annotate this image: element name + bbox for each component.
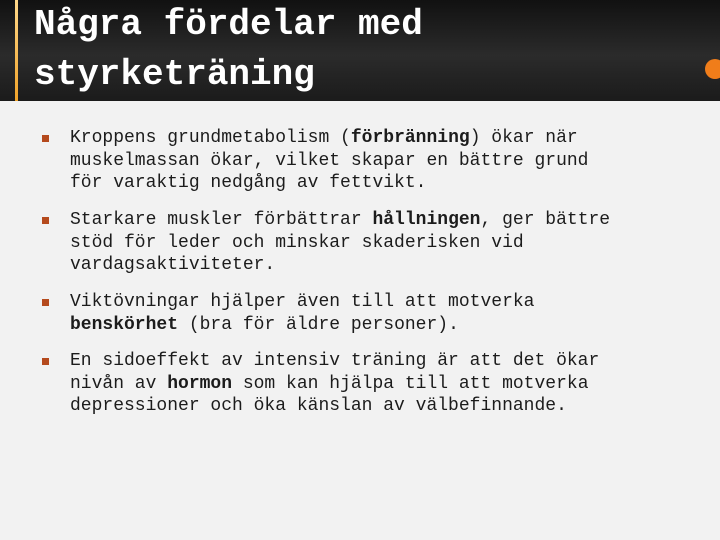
bullet-icon [42,358,49,365]
list-item-text: stöd för leder och minskar skaderisken vid [70,232,524,253]
list-item-4 [70,350,690,418]
list-item-text: Viktövningar hjälper även till att motverka [70,292,535,312]
list-item-text: för varaktig nedgång av fettvikt. [70,173,427,193]
list-item-text: ) ökar när [469,128,578,148]
list-item-text: vardagsaktiviteter. [70,255,276,275]
list-item-emphasis: hållningen [372,210,481,230]
bullet-icon [42,135,49,142]
list-item-text: depressioner och öka känslan av välbefinnande. [70,396,567,416]
orange-dot-icon [705,59,720,79]
list-item-text: muskelmassan ökar, vilket skapar en bättre grund [70,150,589,171]
title-bar [0,0,720,101]
bullet-icon [42,217,49,224]
title-line-2: styrketräning [34,54,315,95]
list-item-text: Starkare muskler förbättrar [70,210,373,230]
list-item-text: nivån av [70,373,168,394]
list-item-emphasis: förbränning [350,128,470,148]
accent-line [15,0,18,101]
list-item-3 [70,291,690,336]
list-item-emphasis: hormon [167,373,233,394]
slide-title [34,0,674,100]
list-item-text: En sidoeffekt av intensiv träning är att det ökar [70,351,600,371]
list-item-text: Kroppens grundmetabolism ( [70,128,351,148]
list-item-text: som kan hjälpa till att motverka [232,373,589,394]
list-item-text: , ger bättre [480,210,611,230]
list-item-text: (bra för äldre personer). [178,314,459,335]
title-line-1: Några fördelar med [34,4,423,45]
list-item-emphasis: benskörhet [70,314,179,335]
list-item-1 [70,127,690,195]
bullet-icon [42,299,49,306]
list-item-2 [70,209,690,277]
